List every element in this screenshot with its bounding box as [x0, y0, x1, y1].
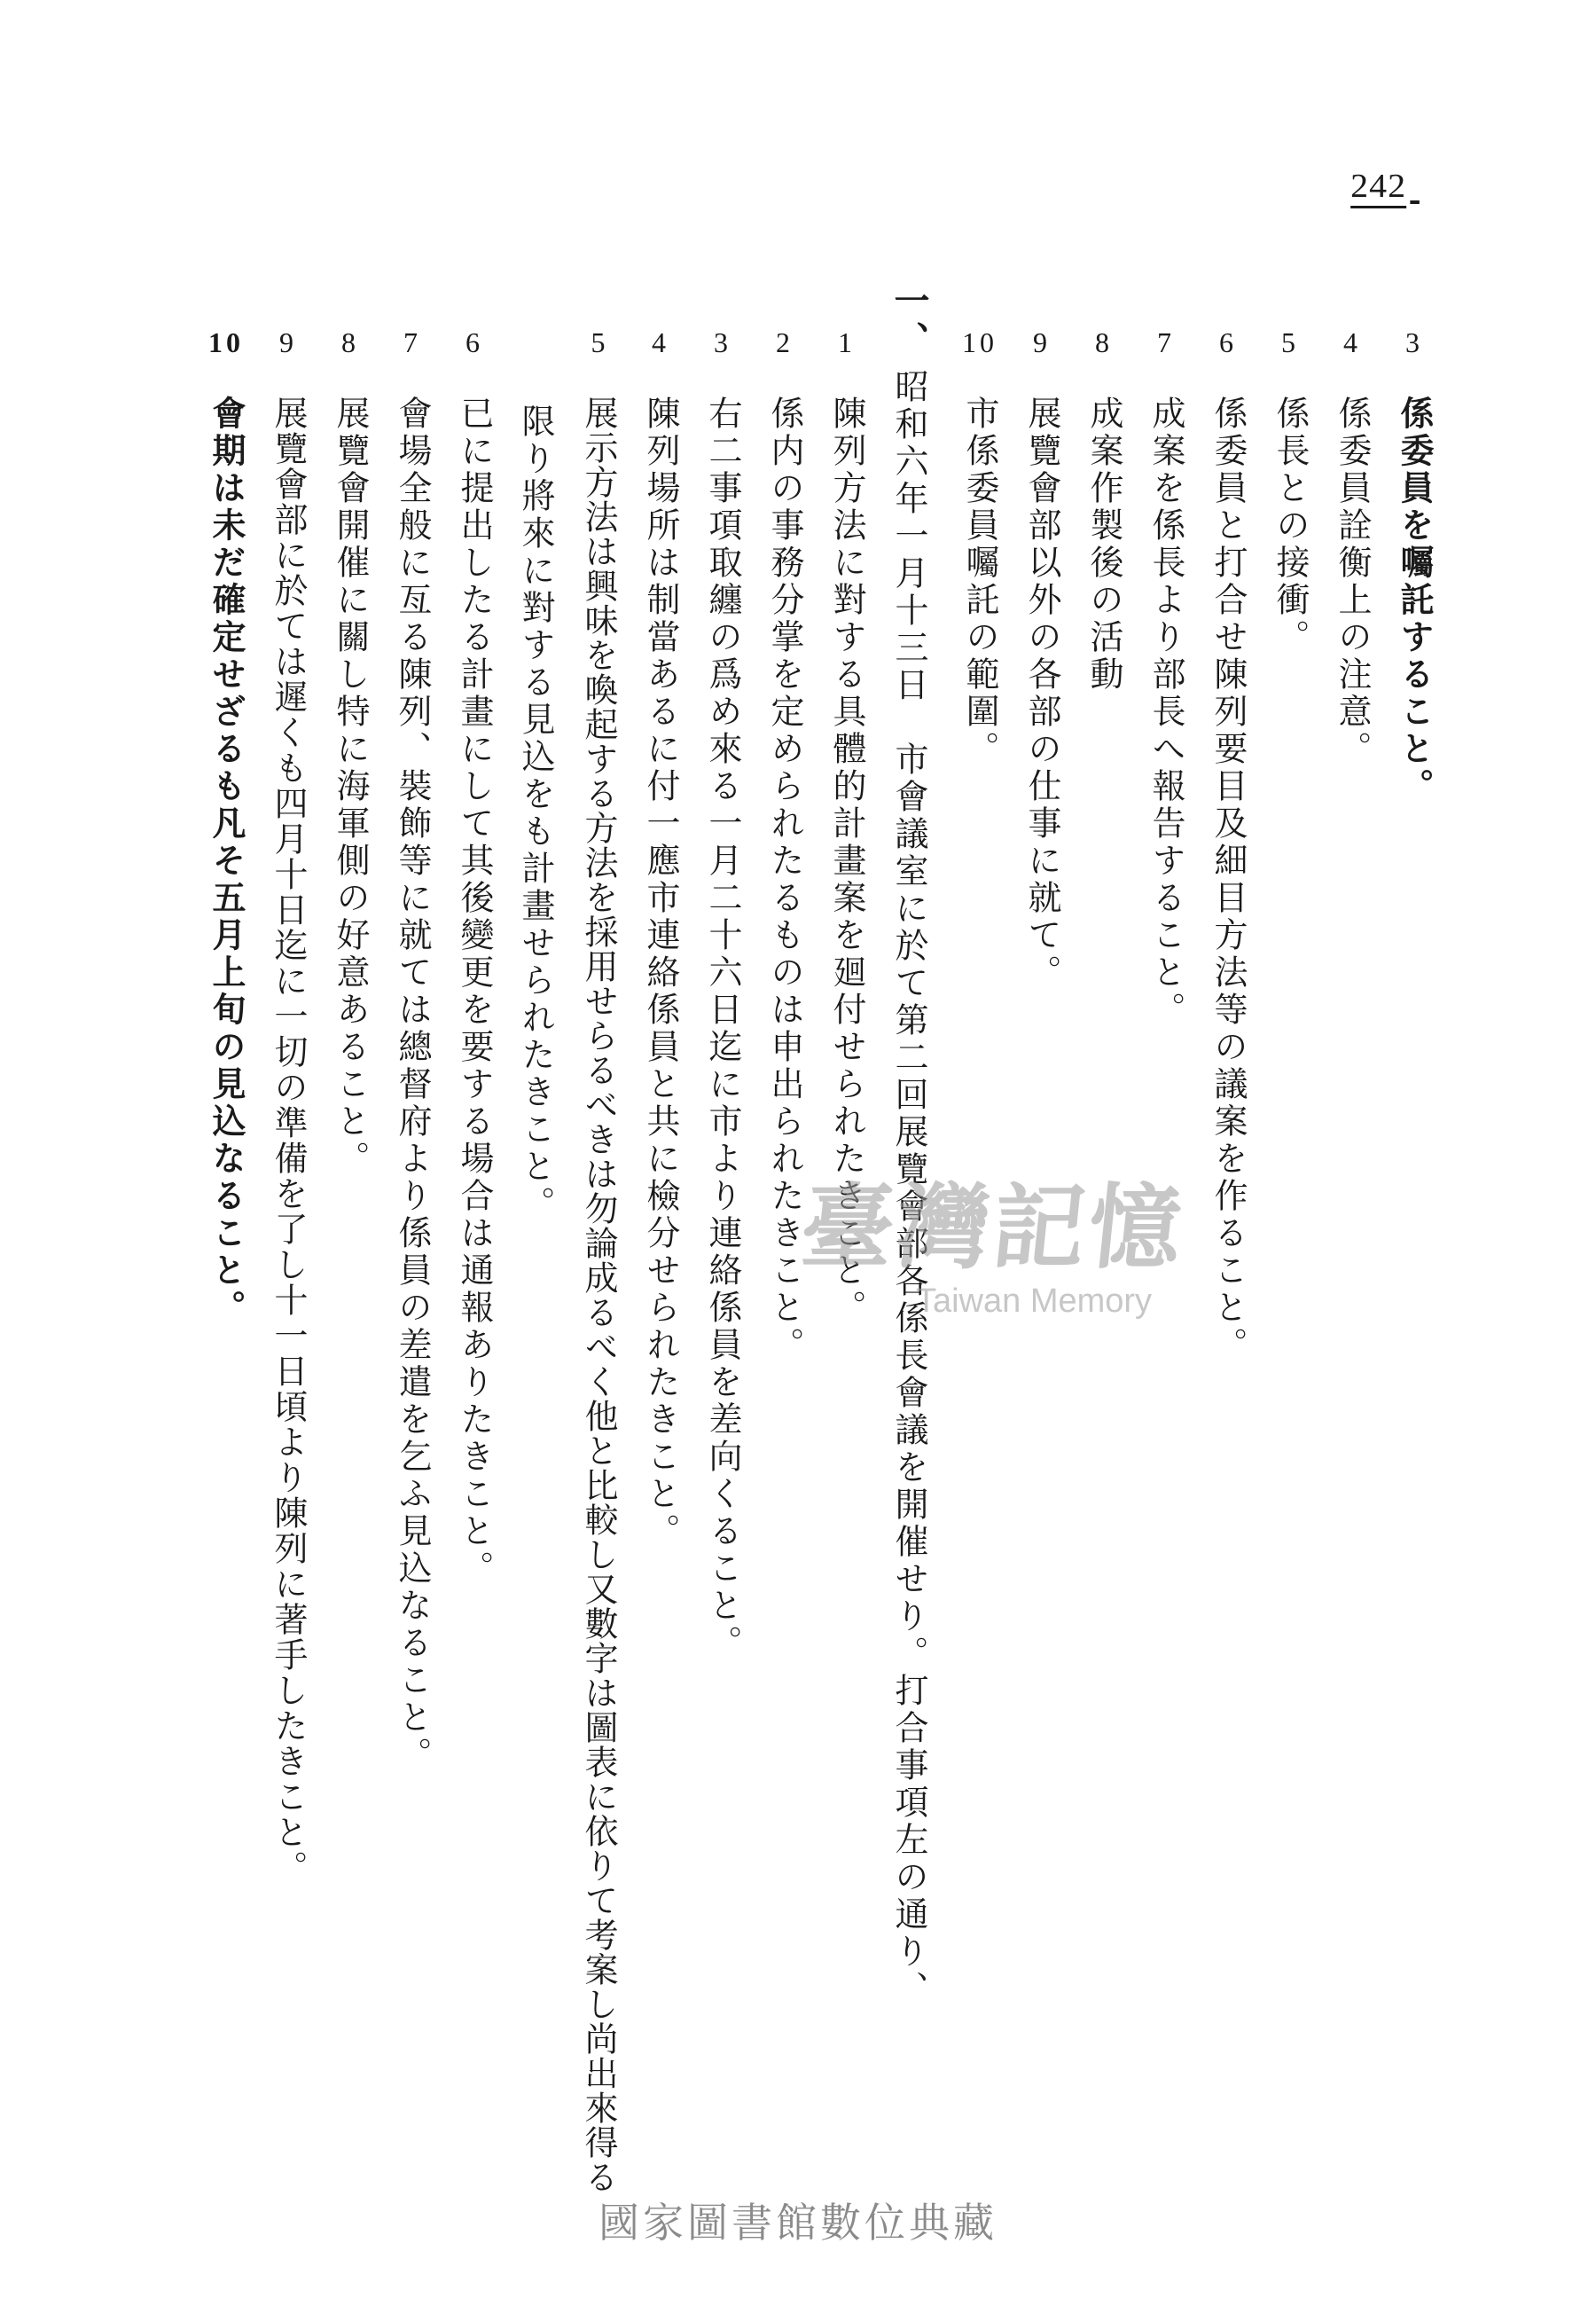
list-item	[395, 328, 430, 1774]
list-item	[767, 328, 802, 1364]
item-number: 4	[652, 326, 669, 358]
item-text: 係長との接衝。	[1271, 396, 1310, 656]
item-text: 係内の事務分掌を定められたるものは申出られたきこと。	[765, 396, 804, 1364]
item-number: 7	[403, 326, 421, 358]
item-number: 2	[776, 326, 794, 358]
item-number: 5	[591, 326, 606, 358]
item-text: 展覽會部以外の各部の仕事に就て。	[1022, 396, 1061, 992]
item-text: 係委員と打合せ陳列要目及細目方法等の議案を作ること。	[1209, 396, 1248, 1364]
item-number: 6	[1219, 326, 1237, 358]
item-number: 4	[1343, 326, 1361, 358]
item-text: 係委員詮衡上の注意。	[1333, 396, 1372, 768]
item-number: 7	[1157, 326, 1175, 358]
list-item	[962, 328, 998, 768]
item-text: 會場全般に亙る陳列、裝飾等に就ては總督府より係員の差遣を乞ふ見込なること。	[393, 396, 432, 1774]
item-text: 成案を係長より部長へ報告すること。	[1146, 396, 1185, 1029]
item-number: 9	[279, 326, 297, 358]
item-text: 已に提出したる計畫にして其後變更を要する場合は通報ありたきこと。	[455, 396, 494, 1588]
item-text: 會期は未だ確定せざるも凡そ五月上旬の見込なること。	[207, 396, 246, 1327]
item-text: 展覽會開催に關し特に海軍側の好意あること。	[331, 396, 370, 1178]
list-item	[1024, 328, 1060, 992]
list-item	[332, 328, 368, 1178]
page-number: 242	[1350, 167, 1420, 206]
item-number: 8	[341, 326, 359, 358]
item-text: 成案作製後の活動	[1084, 396, 1123, 694]
item-number: 10	[208, 326, 244, 358]
list-item	[581, 328, 616, 2194]
item-number: 9	[1033, 326, 1051, 358]
item-number: 6	[466, 326, 483, 358]
list-item	[643, 328, 678, 1550]
item-text: 展示方法は興味を喚起する方法を採用せらるべきは勿論成るべく他と比較し又數字は圖表に依りて考案し尚出來得る	[579, 396, 618, 2194]
list-item	[208, 328, 244, 1327]
footer-credit: 國家圖書館數位典藏	[598, 2199, 998, 2247]
item-text: 陳列方法に對する具體的計畫案を廻付せられたきこと。	[827, 396, 866, 1327]
list-item	[1272, 328, 1308, 656]
item-text: 市係委員囑託の範圍。	[960, 396, 999, 768]
section-heading	[888, 282, 930, 2008]
watermark-logo	[795, 1153, 1191, 1321]
item-number: 5	[1281, 326, 1299, 358]
item-text: 限り將來に對する見込をも計畫せられたきこと。	[516, 404, 555, 1223]
list-item	[457, 328, 492, 1588]
list-item	[1210, 328, 1246, 1364]
item-text: 展覽會部に於ては遲くも四月十日迄に一切の準備を了し十一日頃より陳列に著手したきこと。	[269, 396, 308, 1886]
watermark-logo-text: 臺灣記憶	[795, 1173, 1191, 1282]
list-item-continuation	[516, 404, 555, 1223]
heading-text: 昭和六年一月十三日 市會議室に於て第二回展覽會部各係長會議を開催せり。打合事項左の通り、	[889, 369, 928, 2008]
item-text: 陳列場所は制當あるに付一應市連絡係員と共に檢分せられたきこと。	[641, 396, 680, 1550]
list-item	[270, 328, 306, 1886]
watermark-subtitle: Taiwan Memory	[915, 1282, 1153, 1320]
item-text: 係委員を囑託すること。	[1395, 396, 1435, 805]
item-number: 8	[1095, 326, 1113, 358]
list-item	[1086, 328, 1122, 694]
list-item	[705, 328, 740, 1662]
heading-mark: 一、	[888, 282, 930, 360]
item-number: 3	[714, 326, 732, 358]
list-item	[1334, 328, 1370, 768]
item-number: 1	[838, 326, 856, 358]
list-item	[1148, 328, 1184, 1029]
item-number: 10	[962, 326, 998, 358]
item-number: 3	[1405, 326, 1423, 358]
item-text: 右二事項取纏の爲め來る一月二十六日迄に市より連絡係員を差向くること。	[703, 396, 742, 1662]
list-item	[1395, 326, 1435, 805]
